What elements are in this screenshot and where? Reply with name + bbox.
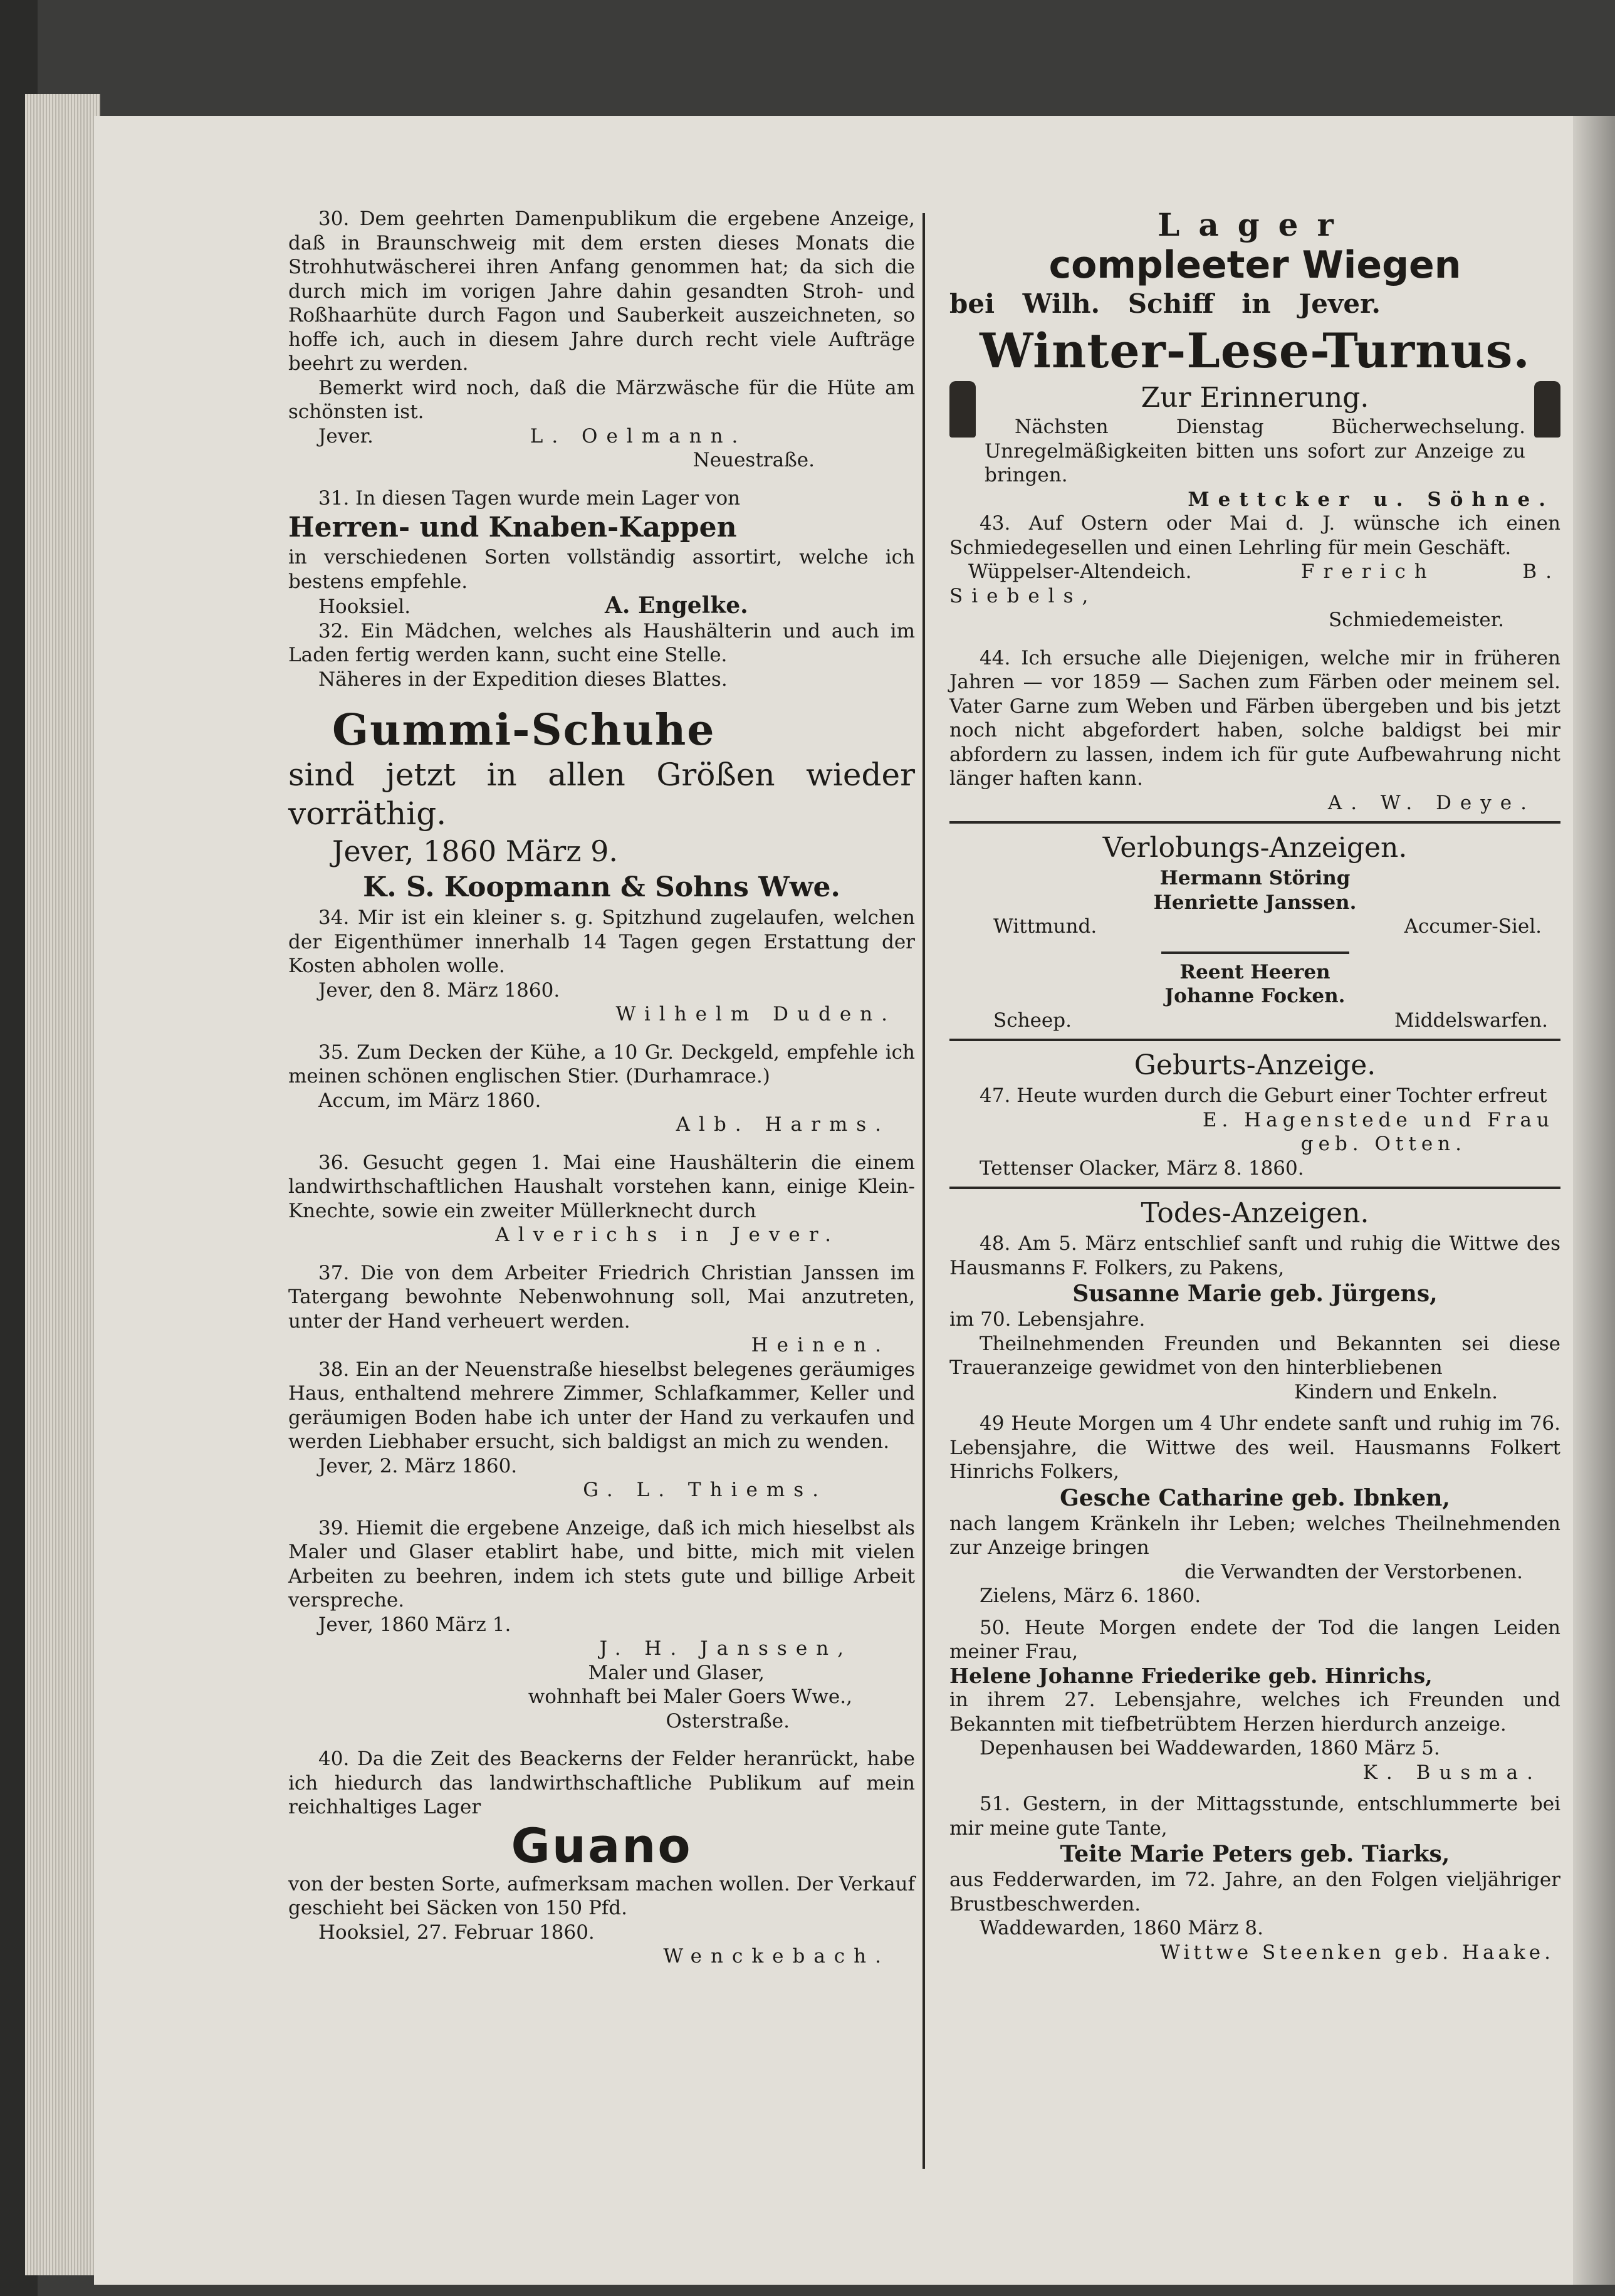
ad-text: Nächsten Dienstag Bücherwechselung. Unregelmäßigkeiten bitten uns sofort zur Anzeige zu bringen. — [985, 416, 1525, 486]
ad-line3: bei Wilh. Schiff in Jever. — [949, 288, 1381, 319]
ad-date: Jever, 1860 März 1. — [318, 1613, 511, 1636]
ad-signature: K. S. Koopmann & Sohns Wwe. — [363, 871, 840, 903]
ad-text: 37. Die von dem Arbeiter Friedrich Christian Janssen im Tatergang bewohnte Nebenwohnung soll, Mai anzutreten, unter der Hand verheuert werden. — [288, 1261, 915, 1333]
ad-date: Hooksiel, 27. Februar 1860. — [318, 1921, 595, 1944]
book-page-edges — [25, 94, 100, 2275]
ad-headline: Herren- und Knaben-Kappen — [288, 511, 737, 543]
ad-44 — [949, 646, 1560, 815]
ad-text: 34. Mir ist ein kleiner s. g. Spitzhund zugelaufen, welchen der Eigenthümer innerhalb 14 Tagen gegen Erstattung der Kosten abholen wolle. — [288, 906, 915, 977]
ad-30 — [288, 207, 915, 473]
death-notices — [949, 1195, 1560, 1964]
ad-line2: compleeter Wiegen — [1048, 243, 1461, 287]
notice-signature-line2: geb. Otten. — [1300, 1133, 1466, 1155]
section-rule — [949, 1039, 1560, 1041]
ad-signature: G. L. Thiems. — [583, 1479, 827, 1501]
notice-age: im 70. Lebensjahre. — [949, 1308, 1146, 1331]
notice-text: 47. Heute wurden durch die Geburt einer Tochter erfreut — [980, 1084, 1547, 1107]
ad-date: Accum, im März 1860. — [318, 1089, 541, 1112]
notice-signature: Wittwe Steenken geb. Haake. — [1160, 1941, 1554, 1964]
ad-37 — [288, 1261, 915, 1358]
notice-text: 51. Gestern, in der Mittagsstunde, entschlummerte bei mir meine gute Tante, — [949, 1793, 1560, 1840]
ad-signature: J. H. Janssen, — [599, 1637, 852, 1660]
ad-text: 32. Ein Mädchen, welches als Haushälterin und auch im Laden fertig werden kann, sucht eine Stelle. — [288, 619, 915, 666]
pointing-hand-icon — [949, 381, 976, 438]
ad-text: 31. In diesen Tagen wurde mein Lager von — [318, 486, 741, 510]
separator-rule — [1161, 951, 1349, 954]
ad-signature-line3: wohnhaft bei Maler Goers Wwe., — [528, 1685, 852, 1708]
ad-text: 36. Gesucht gegen 1. Mai eine Haushälterin die einem landwirthschaftlichen Haushalt vorstehen kann, einige Klein-Knechte, sowie ein zweiter Müllerknecht durch — [288, 1151, 915, 1222]
ad-text: 35. Zum Decken der Kühe, a 10 Gr. Deckgeld, empfehle ich meinen schönen englischen Stier. (Durhamrace.) — [288, 1041, 915, 1088]
deceased-name: Helene Johanne Friederike geb. Hinrichs, — [949, 1663, 1433, 1688]
ad-signature: Heinen. — [751, 1334, 890, 1356]
notice-name: Johanne Focken. — [1164, 985, 1346, 1007]
ad-text: 39. Hiemit die ergebene Anzeige, daß ich mich hieselbst als Maler und Glaser etablirt habe, und bitte, mich mit vielen Arbeiten zu beehren, indem ich stets gute und billige Arbeit verspreche. — [288, 1516, 915, 1612]
ad-note: Bemerkt wird noch, daß die Märzwäsche für die Hüte am schönsten ist. — [288, 376, 915, 423]
birth-notice — [949, 1047, 1560, 1180]
notice-signature: Kindern und Enkeln. — [1294, 1380, 1498, 1403]
notice-name: Henriette Janssen. — [1153, 891, 1357, 914]
notice-place: Wittmund. — [993, 915, 1097, 938]
ad-36 — [288, 1151, 915, 1247]
notice-name: Hermann Störing — [1159, 867, 1351, 889]
ad-43 — [949, 511, 1560, 632]
ad-signature: A. Engelke. — [604, 592, 748, 619]
ad-text: 40. Da die Zeit des Beackerns der Felder heranrückt, habe ich hiedurch das landwirthschaftliche Publikum auf mein reichhaltiges Lager — [288, 1748, 915, 1818]
ad-signature: A. W. Deye. — [1327, 791, 1535, 814]
engagement-notices — [949, 830, 1560, 1032]
ad-signature: L. Oelmann. — [530, 424, 747, 448]
ad-32 — [288, 619, 915, 692]
ad-35 — [288, 1041, 915, 1137]
ad-signature-line2: Schmiedemeister. — [1328, 609, 1504, 631]
ad-sub: Zur Erinnerung. — [1141, 382, 1369, 414]
ad-text: 43. Auf Ostern oder Mai d. J. wünsche ich einen Schmiedegesellen und einen Lehrling für mein Geschäft. — [949, 512, 1560, 559]
ad-date: Jever, 2. März 1860. — [318, 1454, 518, 1477]
notice-signature: K. Busma. — [1362, 1761, 1542, 1784]
deceased-name: Teite Marie Peters geb. Tiarks, — [1060, 1841, 1450, 1867]
notice-place: Scheep. — [993, 1009, 1072, 1032]
left-column — [288, 207, 915, 1969]
ad-headline: Gummi-Schuhe — [332, 705, 716, 755]
ad-place: Wüppelser-Altendeich. — [968, 560, 1192, 583]
ad-40 — [288, 1747, 915, 1969]
ad-signature: Frerich B. Siebels, — [949, 560, 1560, 607]
ad-signature-line2: Maler und Glaser, — [588, 1661, 765, 1684]
ad-34 — [288, 906, 915, 1027]
ad-signature-line4: Osterstraße. — [666, 1709, 790, 1732]
notice-name: Reent Heeren — [1179, 960, 1330, 983]
right-column — [949, 207, 1560, 1964]
ad-31 — [288, 486, 915, 619]
notice-text: aus Fedderwarden, im 72. Jahre, an den Folgen vieljähriger Brustbeschwerden. — [949, 1869, 1560, 1916]
notice-text: 50. Heute Morgen endete der Tod die langen Leiden meiner Frau, — [949, 1616, 1560, 1663]
ad-date: Jever, den 8. März 1860. — [318, 978, 560, 1002]
section-rule — [949, 1187, 1560, 1189]
deceased-name: Gesche Catharine geb. Ibnken, — [1060, 1484, 1450, 1511]
ad-text2: in verschiedenen Sorten vollständig assortirt, welche ich bestens empfehle. — [288, 546, 915, 593]
notice-text: 48. Am 5. März entschlief sanft und ruhig die Wittwe des Hausmanns F. Folkers, zu Pakens, — [949, 1232, 1560, 1279]
section-title: Geburts-Anzeige. — [1134, 1049, 1376, 1081]
ad-line1: Lager — [1158, 206, 1352, 243]
ad-signature: Mettcker u. Söhne. — [1188, 488, 1554, 511]
ad-signature: Alverichs in Jever. — [495, 1224, 840, 1246]
notice-text: Theilnehmenden Freunden und Bekannten sei diese Traueranzeige gewidmet von den hinterbliebenen — [949, 1332, 1560, 1379]
ad-date: Jever, 1860 März 9. — [332, 834, 619, 868]
notice-text: nach langem Kränkeln ihr Leben; welches Theilnehmenden zur Anzeige bringen — [949, 1512, 1560, 1559]
notice-place: Middelswarfen. — [1394, 1009, 1548, 1032]
ad-headline: Winter-Lese-Turnus. — [980, 323, 1530, 379]
ad-place: Hooksiel. — [318, 595, 411, 618]
section-rule — [949, 821, 1560, 824]
notice-date: Zielens, März 6. 1860. — [980, 1585, 1201, 1607]
notice-signature: die Verwandten der Verstorbenen. — [1184, 1560, 1523, 1583]
ad-signature: Wilhelm Duden. — [615, 1003, 896, 1025]
ad-text: sind jetzt in allen Größen wieder vorräthig. — [288, 757, 915, 832]
ad-address: Neuestraße. — [693, 449, 815, 471]
ad-headline: Guano — [511, 1817, 693, 1874]
ad-note: Näheres in der Expedition dieses Blattes. — [318, 668, 728, 691]
notice-text: in ihrem 27. Lebensjahre, welches ich Freunden und Bekannten mit tiefbetrübtem Herzen hierdurch anzeige. — [949, 1689, 1560, 1736]
ad-38 — [288, 1358, 915, 1502]
ad-place: Jever. — [318, 424, 374, 448]
ad-42 — [949, 321, 1560, 511]
ad-signature: Wenckebach. — [663, 1945, 890, 1968]
ad-text2: von der besten Sorte, aufmerksam machen wollen. Der Verkauf geschieht bei Säcken von 150 Pfd. — [288, 1872, 915, 1919]
ad-41 — [949, 207, 1560, 321]
ad-signature: Alb. Harms. — [676, 1113, 890, 1136]
section-title: Verlobungs-Anzeigen. — [1102, 832, 1408, 864]
notice-date: Tettenser Olacker, März 8. 1860. — [980, 1156, 1304, 1180]
ad-33 — [288, 705, 915, 906]
notice-date: Waddewarden, 1860 März 8. — [980, 1917, 1263, 1939]
ad-text: 38. Ein an der Neuenstraße hieselbst belegenes geräumiges Haus, enthaltend mehrere Zimmer, Schlafkammer, Keller und geräumigen Boden habe ich unter der Hand zu verkaufen und werden Liebhaber ersucht, sich baldigst an mich zu wenden. — [288, 1358, 915, 1453]
notice-text: 49 Heute Morgen um 4 Uhr endete sanft und ruhig im 76. Lebensjahre, die Wittwe des weil. Hausmanns Folkert Hinrichs Folkers, — [949, 1412, 1560, 1483]
ad-text: 30. Dem geehrten Damenpublikum die ergebene Anzeige, daß in Braunschweig mit dem ersten dieses Monats die Strohhutwäscherei ihren Anfang genommen hat; da sich die durch mich im vorigen Jahre dahin gesandten Stroh- und Roßhaarhüte durch Fagon und Sauberkeit auszeichneten, so hoffe ich, auch in diesem Jahre durch recht viele Aufträge beehrt zu werden. — [288, 207, 915, 375]
column-divider — [922, 213, 925, 2169]
notice-signature: E. Hagenstede und Frau — [1202, 1108, 1554, 1131]
pointing-hand-icon — [1534, 381, 1560, 438]
section-title: Todes-Anzeigen. — [1141, 1197, 1369, 1229]
ad-text: 44. Ich ersuche alle Diejenigen, welche mir in früheren Jahren — vor 1859 — Sachen zum Färben oder meinem sel. Vater Garne zum Weben und Färben übergeben und bis jetzt noch nicht abgefordert haben, solche baldigst bei mir abfordern zu lassen, indem ich für gute Aufbewahrung nicht länger haften kann. — [949, 646, 1560, 790]
page-gutter-shadow — [1573, 116, 1615, 2285]
ad-39 — [288, 1516, 915, 1734]
notice-date: Depenhausen bei Waddewarden, 1860 März 5. — [980, 1737, 1440, 1759]
notice-place: Accumer-Siel. — [1404, 915, 1542, 938]
deceased-name: Susanne Marie geb. Jürgens, — [1072, 1281, 1438, 1307]
